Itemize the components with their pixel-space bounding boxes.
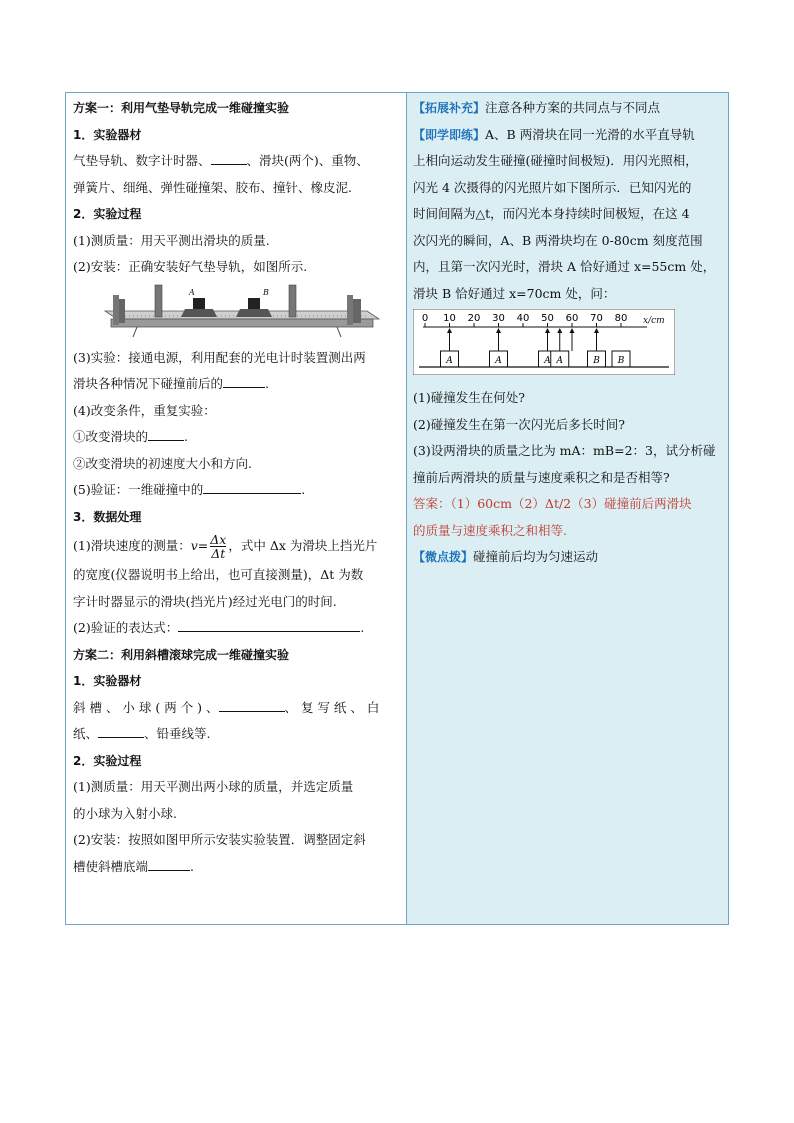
slider-block-label: B — [617, 356, 625, 366]
slider-block-label: A — [556, 356, 563, 366]
answer-line2: 的质量与速度乘积之和相等. — [413, 522, 567, 538]
s1-change-1 — [73, 424, 402, 451]
two-column-table — [65, 92, 729, 925]
scale-tick-label: 10 — [443, 313, 456, 324]
s2-heading-equipment: 1．实验器材 — [73, 674, 142, 688]
scale-tick-label: 80 — [614, 313, 628, 324]
blank — [211, 153, 247, 165]
flash-photo-figure — [413, 309, 722, 379]
blank — [223, 376, 265, 388]
left-column — [66, 93, 407, 924]
s1-speed-line2: 的宽度(仪器说明书上给出，也可直接测量)，Δt 为数 — [73, 567, 364, 582]
scale-tick-label: 40 — [516, 313, 530, 324]
scale-tick-label: 50 — [541, 313, 554, 324]
text: (5)验证：一维碰撞中的 — [73, 482, 204, 497]
s2-heading-process: 2．实验过程 — [73, 753, 142, 768]
scheme1-title: 方案一：利用气垫导轨完成一维碰撞实验 — [73, 101, 290, 115]
s2-measure-line1: (1)测质量：用天平测出两小球的质量，并选定质量 — [73, 779, 354, 794]
blank — [148, 859, 190, 871]
question-3-line1: (3)设两滑块的质量之比为 mA：mB=2：3，试分析碰 — [413, 443, 716, 458]
text: 滑块各种情况下碰撞前后的 — [73, 376, 224, 391]
blank — [178, 620, 360, 632]
s1-speed-line3: 字计时器显示的滑块(挡光片)经过光电门的时间. — [73, 593, 337, 609]
practice-line6: 内，且第一次闪光时，滑块 A 恰好通过 x=55cm 处， — [413, 259, 716, 274]
text: A、B 两滑块在同一光滑的水平直导轨 — [485, 126, 695, 142]
s1-equipment-line2: 弹簧片、细绳、弹性碰撞架、胶布、撞针、橡皮泥. — [73, 179, 352, 195]
equals: = — [197, 538, 209, 553]
text: . — [184, 429, 188, 444]
text: (1)滑块速度的测量： — [73, 538, 191, 553]
question-1: (1)碰撞发生在何处? — [413, 390, 525, 405]
flash-photo-svg — [413, 309, 675, 375]
s1-experiment-line1: (3)实验：接通电源，利用配套的光电计时装置测出两 — [73, 349, 366, 365]
s1-change-2: ②改变滑块的初速度大小和方向. — [73, 455, 252, 471]
extension-tag: 【拓展补充】 — [413, 101, 486, 115]
practice-line7: 滑块 B 恰好通过 x=70cm 处，问： — [413, 285, 616, 301]
s2-install-line1: (2)安装：按照如图甲所示安装实验装置．调整固定斜 — [73, 832, 366, 847]
practice-line1 — [413, 122, 722, 149]
scale-tick-label: 60 — [565, 313, 579, 324]
slider-block-label: A — [544, 356, 551, 366]
text: . — [301, 482, 306, 497]
blank — [98, 726, 144, 738]
s1-heading-equipment: 1．实验器材 — [73, 127, 142, 142]
scale-tick-label: 70 — [590, 313, 603, 324]
s2-install-line2 — [73, 854, 402, 881]
text: ①改变滑块的 — [73, 429, 149, 444]
text: 注意各种方案的共同点与不同点 — [485, 100, 661, 115]
s1-change: (4)改变条件，重复实验： — [73, 402, 216, 418]
text: 槽使斜槽底端 — [73, 858, 149, 874]
text: 斜 槽 、 小 球 ( 两 个 ) 、 — [73, 699, 219, 715]
s1-expression — [73, 615, 402, 642]
scale-tick-label: 0 — [421, 313, 429, 324]
practice-line5: 次闪光的瞬间，A、B 两滑块均在 0-80cm 刻度范围 — [413, 232, 703, 248]
slider-block-label: A — [446, 356, 453, 366]
speed-fraction — [210, 533, 226, 560]
blank — [203, 482, 301, 494]
s1-verify — [73, 477, 402, 504]
scheme2-title: 方案二：利用斜槽滚球完成一维碰撞实验 — [73, 647, 290, 662]
text: ，式中 Δx 为滑块上挡光片 — [228, 538, 378, 553]
slider-block-label: B — [593, 356, 600, 366]
air-track-svg — [97, 283, 387, 341]
scale-tick-label: 30 — [492, 313, 505, 324]
s1-heading-process: 2．实验过程 — [73, 207, 142, 221]
practice-line4: 时间间隔为△t，而闪光本身持续时间极短，在这 4 — [413, 206, 690, 221]
text: 气垫导轨、数字计时器、 — [73, 153, 211, 168]
s2-measure-line2: 的小球为入射小球. — [73, 805, 177, 821]
tip-tag: 【微点拨】 — [413, 550, 474, 564]
track-label-b: B — [263, 287, 269, 297]
extension-note — [413, 95, 722, 122]
fraction-numerator: Δx — [210, 532, 227, 547]
question-2: (2)碰撞发生在第一次闪光后多长时间? — [413, 416, 625, 432]
air-track-figure — [73, 283, 402, 341]
s1-measure: (1)测质量：用天平测出滑块的质量. — [73, 232, 270, 248]
s1-equipment-line1 — [73, 148, 402, 175]
text: 、 复 写 纸 、 白 — [284, 699, 380, 715]
text: . — [190, 858, 194, 874]
practice-line2: 上相向运动发生碰撞(碰撞时间极短)．用闪光照相， — [413, 153, 698, 168]
s1-heading-data: 3．数据处理 — [73, 509, 142, 524]
s1-experiment-line2 — [73, 371, 402, 398]
text: (2)验证的表达式： — [73, 620, 179, 635]
right-column — [407, 93, 728, 924]
scale-unit: x/cm — [643, 316, 665, 326]
blank — [219, 700, 285, 712]
answer-line1: 答案：（1）60cm（2）Δt/2（3）碰撞前后两滑块 — [413, 496, 692, 511]
question-3-line2: 撞前后两滑块的质量与速度乘积之和是否相等? — [413, 469, 670, 485]
blank — [148, 429, 184, 441]
text: . — [265, 376, 269, 391]
s1-install: (2)安装：正确安装好气垫导轨，如图所示. — [73, 259, 308, 274]
practice-line3: 闪光 4 次摄得的闪光照片如下图所示．已知闪光的 — [413, 179, 692, 195]
fraction-denominator: Δt — [211, 546, 226, 561]
s2-equipment-line1 — [73, 695, 402, 722]
velocity-symbol: v — [190, 538, 198, 553]
tip-note — [413, 544, 722, 571]
track-label-a: A — [189, 287, 195, 297]
text: 碰撞前后均为匀速运动 — [473, 549, 599, 564]
practice-tag: 【即学即练】 — [413, 127, 486, 142]
scale-tick-label: 20 — [467, 313, 481, 324]
text: 、铅垂线等. — [144, 726, 211, 741]
s2-equipment-line2 — [73, 721, 402, 748]
slider-block-label: A — [495, 356, 502, 366]
text: 、滑块(两个)、重物、 — [246, 153, 369, 168]
text: 纸、 — [73, 726, 99, 741]
s1-speed-line1 — [73, 530, 402, 562]
text: . — [360, 620, 365, 635]
